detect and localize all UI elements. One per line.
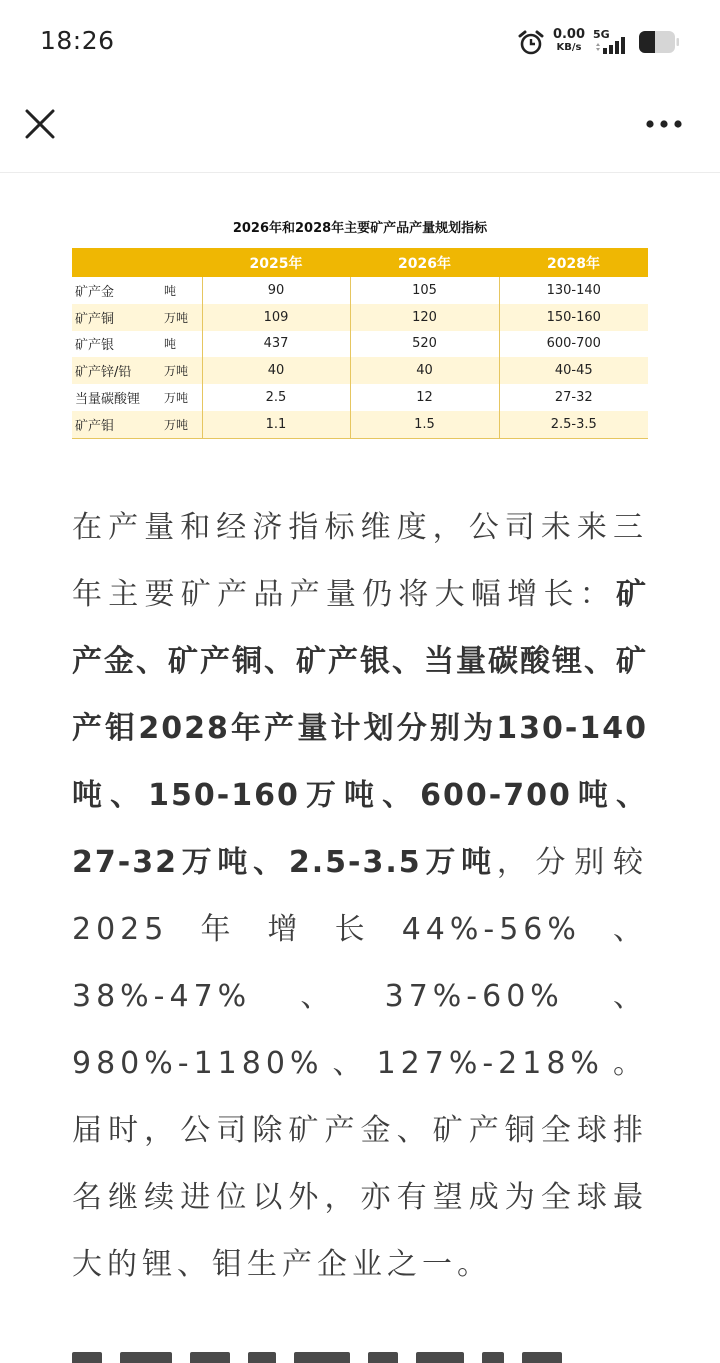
network-speed-unit: KB/s (556, 42, 582, 53)
row-name: 矿产金 (75, 284, 115, 300)
signal-icon (594, 34, 634, 56)
row-unit: 万吨 (164, 391, 189, 406)
value-2025: 109 (202, 304, 350, 331)
table-row (72, 411, 648, 438)
alarm-icon (517, 30, 545, 56)
row-unit: 万吨 (164, 357, 202, 384)
value-2025: 437 (202, 331, 350, 358)
value-2026: 1.5 (350, 411, 499, 438)
row-name: 当量碳酸锂 (75, 392, 141, 408)
column-header (164, 248, 202, 277)
nav-bar (0, 84, 720, 173)
production-table-figure (72, 210, 648, 439)
value-2025: 1.1 (202, 411, 350, 438)
row-name: 矿产锌/铅 (72, 357, 164, 384)
article-lead-text: 在产量和经济指标维度，公司未来三年主要矿产品产量仍将大幅增长： (72, 510, 648, 612)
more-icon[interactable] (640, 108, 688, 140)
figure-title: 2026年和2028年主要矿产品产量规划指标 (232, 221, 488, 236)
article-tail-text: ，分别较2025年增长44%-56%、38%-47%、37%-60%、980%-1180%、127%-218%。届时，公司除矿产金、矿产铜全球排名继续进位以外，亦有望成为全球最大的锂、钼生产企业之一。 (72, 845, 649, 1282)
value-2026: 40 (350, 357, 499, 384)
value-2028: 2.5-3.5 (499, 411, 648, 438)
status-bar (0, 0, 720, 84)
article-paragraph (72, 494, 648, 1298)
row-unit: 万吨 (164, 411, 202, 438)
network-speed (551, 28, 587, 54)
row-unit: 吨 (164, 283, 177, 298)
column-header-2025: 2025年 (202, 248, 350, 277)
value-2028: 27-32 (499, 384, 648, 411)
row-unit: 万吨 (164, 304, 202, 331)
article-bold-text: 矿产金、矿产铜、矿产银、当量碳酸锂、矿产钼2028年产量计划分别为130-140吨、150-160万吨、600-700吨、27-32万吨、2.5-3.5万吨 (72, 577, 648, 880)
value-2025: 90 (202, 277, 350, 304)
column-header-2026: 2026年 (350, 248, 499, 277)
row-name: 矿产钼 (72, 411, 164, 438)
column-header (72, 248, 164, 277)
row-name: 矿产银 (75, 338, 115, 354)
production-plan-table (72, 248, 648, 439)
value-2028: 600-700 (499, 331, 648, 358)
table-row (72, 304, 648, 331)
column-header-2028: 2028年 (499, 248, 648, 277)
table-row (72, 277, 648, 304)
value-2026: 520 (350, 331, 499, 358)
value-2025: 2.5 (202, 384, 350, 411)
table-row (72, 384, 648, 411)
battery-icon (638, 30, 680, 54)
network-speed-value: 0.00 (552, 27, 586, 42)
cut-off-next-line (72, 1352, 648, 1363)
value-2026: 105 (350, 277, 499, 304)
network-type: 5G (593, 28, 610, 41)
row-name: 矿产铜 (72, 304, 164, 331)
table-header-row (72, 248, 648, 277)
value-2028: 130-140 (499, 277, 648, 304)
value-2026: 120 (350, 304, 499, 331)
close-icon[interactable] (20, 104, 60, 144)
row-unit: 吨 (164, 337, 177, 352)
value-2025: 40 (202, 357, 350, 384)
value-2028: 40-45 (499, 357, 648, 384)
table-row (72, 357, 648, 384)
status-time: 18:26 (40, 26, 115, 55)
table-row (72, 331, 648, 358)
value-2026: 12 (350, 384, 499, 411)
value-2028: 150-160 (499, 304, 648, 331)
